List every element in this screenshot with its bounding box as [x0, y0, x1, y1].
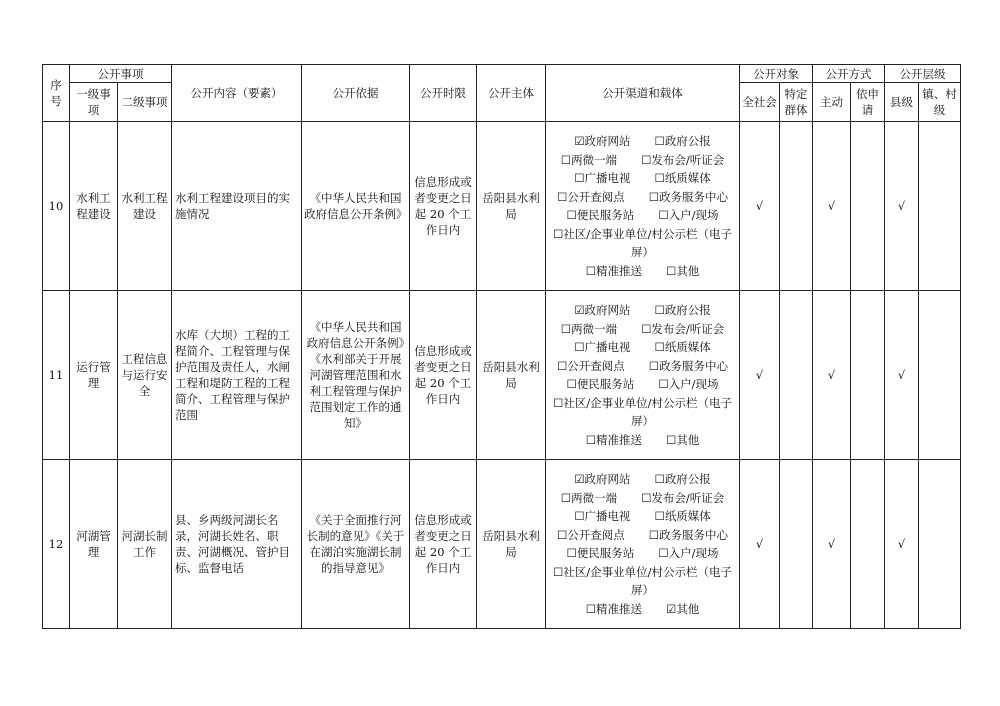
checkbox-community[interactable]: ☐: [552, 226, 564, 241]
label-paper: 纸质媒体: [664, 509, 711, 523]
cell-m-active: √: [813, 460, 851, 629]
cell-l-county: √: [885, 122, 919, 291]
label-paper: 纸质媒体: [664, 340, 711, 354]
header-l-county: 县级: [885, 83, 919, 122]
header-l-town: 镇、村级: [919, 83, 961, 122]
cell-level1: 运行管理: [70, 291, 118, 460]
checkbox-two-wei[interactable]: ☐: [560, 490, 572, 505]
label-reading: 公开查阅点: [567, 189, 625, 204]
checkbox-service-center[interactable]: ☐: [648, 527, 660, 542]
header-level2: 二级事项: [118, 83, 172, 122]
cell-m-request: [851, 122, 885, 291]
cell-subject: 岳阳县水利局: [477, 122, 546, 291]
cell-level2: 河湖长制工作: [118, 460, 172, 629]
checkbox-service-station[interactable]: ☐: [566, 208, 577, 222]
header-subject: 公开主体: [477, 65, 546, 122]
cell-obj-all: √: [740, 122, 780, 291]
header-m-active: 主动: [813, 83, 851, 122]
header-object: 公开对象: [740, 65, 813, 83]
label-community: 社区/企事业单位/村公示栏（电子屏）: [563, 564, 733, 597]
checkbox-other[interactable]: ☑: [666, 601, 677, 616]
cell-level2: 工程信息与运行安全: [118, 291, 172, 460]
label-two-wei: 两微一端: [571, 152, 618, 167]
cell-level2: 水利工程建设: [118, 122, 172, 291]
header-time-limit: 公开时限: [410, 65, 477, 122]
checkbox-service-station[interactable]: ☐: [566, 546, 577, 560]
label-push: 精准推送: [596, 601, 642, 616]
label-other: 其他: [676, 432, 700, 447]
cell-level1: 水利工程建设: [70, 122, 118, 291]
checkbox-tv[interactable]: ☐: [574, 340, 585, 354]
checkbox-push[interactable]: ☐: [585, 601, 596, 616]
label-tv: 广播电视: [584, 509, 631, 523]
cell-time-limit: 信息形成或者变更之日起 20 个工作日内: [410, 460, 477, 629]
label-service-center: 政务服务中心: [659, 527, 729, 542]
label-push: 精准推送: [596, 263, 642, 278]
table-row: [43, 122, 961, 291]
label-community: 社区/企事业单位/村公示栏（电子屏）: [563, 226, 733, 259]
cell-content: 县、乡两级河湖长名录，河湖长姓名、职责、河湖概况、管护目标、监督电话: [172, 460, 302, 629]
label-service-station: 便民服务站: [576, 546, 635, 560]
checkbox-onsite[interactable]: ☐: [658, 546, 669, 560]
cell-l-town: [919, 460, 961, 629]
header-obj-specific: 特定群体: [780, 83, 813, 122]
checkbox-gov-gazette[interactable]: ☐: [654, 303, 665, 317]
cell-l-county: √: [885, 291, 919, 460]
cell-obj-all: √: [740, 460, 780, 629]
checkbox-reading[interactable]: ☐: [556, 358, 568, 373]
checkbox-two-wei[interactable]: ☐: [560, 152, 572, 167]
cell-time-limit: 信息形成或者变更之日起 20 个工作日内: [410, 291, 477, 460]
checkbox-service-center[interactable]: ☐: [648, 189, 660, 204]
label-service-station: 便民服务站: [576, 377, 635, 391]
cell-obj-specific: [780, 460, 813, 629]
header-channel: 公开渠道和载体: [546, 65, 740, 122]
header-matter: 公开事项: [70, 65, 172, 83]
label-onsite: 入户/现场: [668, 377, 719, 391]
header-m-request: 依申请: [851, 83, 885, 122]
label-gov-gazette: 政府公报: [664, 472, 711, 486]
cell-channel: [546, 460, 740, 629]
cell-basis: 《中华人民共和国政府信息公开条例》: [302, 122, 410, 291]
cell-m-active: √: [813, 122, 851, 291]
checkbox-press[interactable]: ☐: [641, 321, 652, 336]
cell-m-request: [851, 291, 885, 460]
checkbox-push[interactable]: ☐: [585, 432, 596, 447]
label-onsite: 入户/现场: [668, 208, 719, 222]
cell-channel: [546, 291, 740, 460]
label-gov-site: 政府网站: [584, 303, 631, 317]
label-gov-site: 政府网站: [584, 472, 631, 486]
label-tv: 广播电视: [584, 340, 631, 354]
header-row-1: [43, 65, 961, 83]
label-community: 社区/企事业单位/村公示栏（电子屏）: [563, 395, 733, 428]
label-gov-site: 政府网站: [584, 134, 631, 148]
header-basis: 公开依据: [302, 65, 410, 122]
label-two-wei: 两微一端: [571, 321, 618, 336]
label-press: 发布会/听证会: [651, 152, 725, 167]
checkbox-gov-gazette[interactable]: ☐: [654, 472, 665, 486]
checkbox-paper[interactable]: ☐: [654, 171, 665, 185]
cell-content: 水利工程建设项目的实施情况: [172, 122, 302, 291]
cell-obj-all: √: [740, 291, 780, 460]
table-row: [43, 460, 961, 629]
disclosure-table: [42, 64, 961, 629]
cell-obj-specific: [780, 122, 813, 291]
label-service-center: 政务服务中心: [659, 358, 729, 373]
checkbox-gov-site[interactable]: ☑: [574, 472, 585, 486]
checkbox-press[interactable]: ☐: [641, 490, 652, 505]
cell-time-limit: 信息形成或者变更之日起 20 个工作日内: [410, 122, 477, 291]
checkbox-reading[interactable]: ☐: [556, 527, 568, 542]
checkbox-two-wei[interactable]: ☐: [560, 321, 572, 336]
checkbox-service-center[interactable]: ☐: [648, 358, 660, 373]
checkbox-tv[interactable]: ☐: [574, 509, 585, 523]
cell-level1: 河湖管理: [70, 460, 118, 629]
label-paper: 纸质媒体: [664, 171, 711, 185]
label-reading: 公开查阅点: [567, 358, 625, 373]
cell-subject: 岳阳县水利局: [477, 460, 546, 629]
label-press: 发布会/听证会: [651, 490, 725, 505]
header-content: 公开内容（要素）: [172, 65, 302, 122]
cell-obj-specific: [780, 291, 813, 460]
cell-l-town: [919, 291, 961, 460]
cell-m-active: √: [813, 291, 851, 460]
checkbox-tv[interactable]: ☐: [574, 171, 585, 185]
cell-basis: 《中华人民共和国政府信息公开条例》《水利部关于开展河湖管理范围和水利工程管理与保护范围划定工作的通知》: [302, 291, 410, 460]
checkbox-onsite[interactable]: ☐: [658, 208, 669, 222]
checkbox-community[interactable]: ☐: [552, 395, 564, 410]
checkbox-press[interactable]: ☐: [641, 152, 652, 167]
cell-channel: [546, 122, 740, 291]
label-reading: 公开查阅点: [567, 527, 625, 542]
label-service-center: 政务服务中心: [659, 189, 729, 204]
header-level: 公开层级: [885, 65, 961, 83]
label-other: 其他: [676, 263, 700, 278]
checkbox-push[interactable]: ☐: [585, 263, 596, 278]
checkbox-community[interactable]: ☐: [552, 564, 564, 579]
cell-seq: 12: [43, 460, 70, 629]
checkbox-paper[interactable]: ☐: [654, 509, 665, 523]
checkbox-other[interactable]: ☐: [666, 263, 677, 278]
label-tv: 广播电视: [584, 171, 631, 185]
checkbox-other[interactable]: ☐: [666, 432, 677, 447]
cell-l-county: √: [885, 460, 919, 629]
header-method: 公开方式: [813, 65, 885, 83]
cell-content: 水库（大坝）工程的工程简介、工程管理与保护范围及责任人，水闸工程和堤防工程的工程简介、工程管理与保护范围: [172, 291, 302, 460]
header-level1: 一级事项: [70, 83, 118, 122]
label-other: 其他: [676, 601, 700, 616]
label-onsite: 入户/现场: [668, 546, 719, 560]
cell-seq: 11: [43, 291, 70, 460]
checkbox-paper[interactable]: ☐: [654, 340, 665, 354]
cell-l-town: [919, 122, 961, 291]
checkbox-gov-site[interactable]: ☑: [574, 303, 585, 317]
checkbox-gov-site[interactable]: ☑: [574, 134, 585, 148]
checkbox-gov-gazette[interactable]: ☐: [654, 134, 665, 148]
label-gov-gazette: 政府公报: [664, 303, 711, 317]
label-push: 精准推送: [596, 432, 642, 447]
table-row: [43, 291, 961, 460]
header-seq: 序号: [43, 65, 70, 122]
checkbox-onsite[interactable]: ☐: [658, 377, 669, 391]
checkbox-reading[interactable]: ☐: [556, 189, 568, 204]
cell-subject: 岳阳县水利局: [477, 291, 546, 460]
label-press: 发布会/听证会: [651, 321, 725, 336]
cell-seq: 10: [43, 122, 70, 291]
label-two-wei: 两微一端: [571, 490, 618, 505]
label-gov-gazette: 政府公报: [664, 134, 711, 148]
cell-basis: 《关于全面推行河长制的意见》《关于在湖泊实施湖长制的指导意见》: [302, 460, 410, 629]
header-obj-all: 全社会: [740, 83, 780, 122]
cell-m-request: [851, 460, 885, 629]
label-service-station: 便民服务站: [576, 208, 635, 222]
checkbox-service-station[interactable]: ☐: [566, 377, 577, 391]
